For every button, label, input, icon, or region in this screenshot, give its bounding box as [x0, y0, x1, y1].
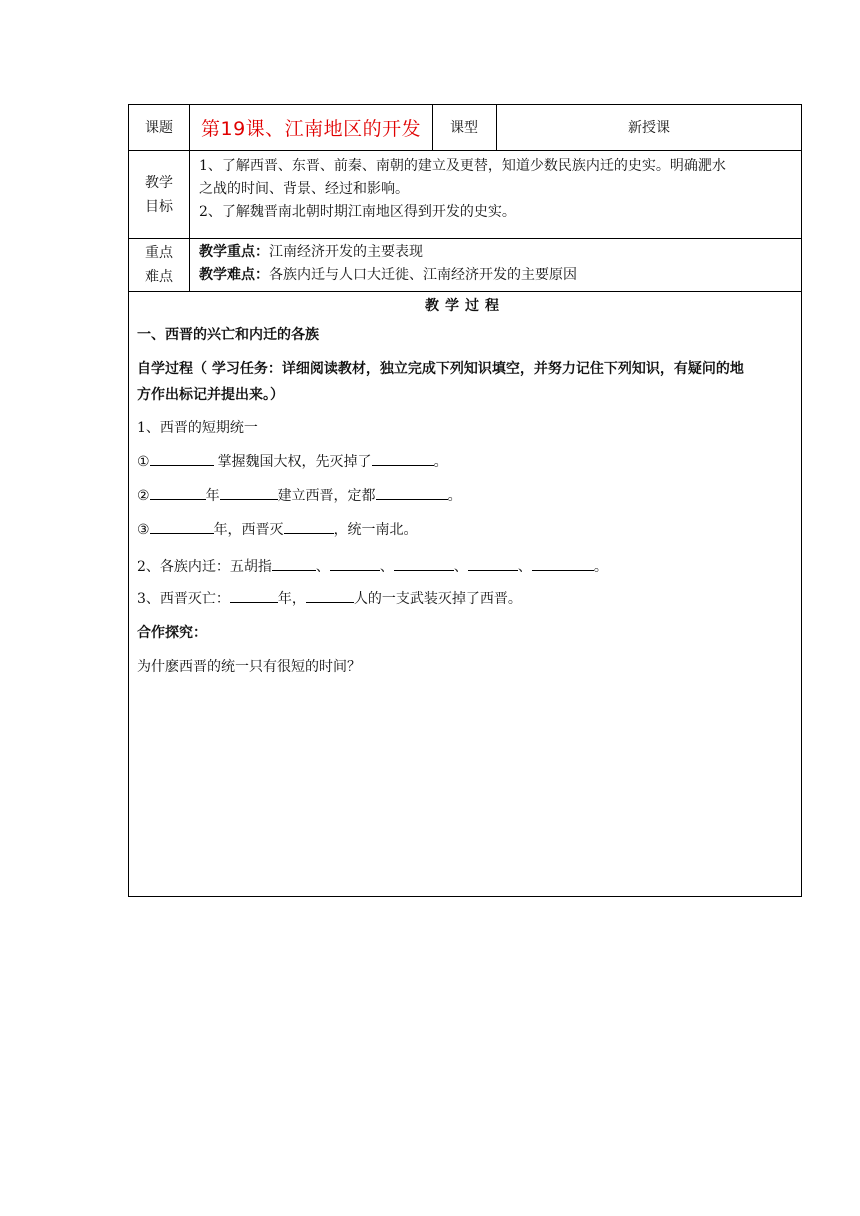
- q1a-marker: ①: [137, 454, 150, 470]
- goals-label-line2: 目标: [145, 199, 173, 215]
- q1a-end: 。: [433, 454, 448, 470]
- goal-item-2: 2、了解魏晋南北朝时期江南地区得到开发的史实。: [199, 204, 516, 220]
- question-1-title: 1、西晋的短期统一: [137, 420, 258, 436]
- type-label: 课型: [450, 120, 478, 136]
- section-heading: 一、西晋的兴亡和内迁的各族: [137, 327, 319, 343]
- difficult-point-label: 教学难点：: [199, 267, 269, 283]
- focus-label-line2: 难点: [145, 269, 173, 285]
- focus-label: [129, 241, 189, 289]
- process-heading: 教学过程: [425, 298, 505, 314]
- q1b-text-2: 建立西晋，定都: [277, 488, 376, 504]
- focus-label-line1: 重点: [145, 245, 173, 261]
- fill-blank[interactable]: [230, 588, 278, 603]
- q1c-end: ，统一南北。: [333, 522, 418, 538]
- q2-text: 2、各族内迁：五胡指: [137, 559, 272, 575]
- fill-blank[interactable]: [306, 588, 354, 603]
- goal-item-1-line1: 1、了解西晋、东晋、前秦、南朝的建立及更替，知道少数民族内迁的史实。明确淝水: [199, 158, 726, 174]
- fill-blank[interactable]: [220, 485, 278, 500]
- separator: 、: [379, 559, 394, 575]
- question-3: [137, 588, 522, 608]
- q1b-text-1: 年: [205, 488, 220, 504]
- key-point: [199, 241, 799, 264]
- fill-blank[interactable]: [284, 519, 334, 534]
- fill-blank[interactable]: [376, 485, 448, 500]
- q2-end: 。: [593, 559, 608, 575]
- divider: [189, 151, 190, 238]
- lesson-plan-table: [128, 104, 802, 897]
- focus-content: [199, 241, 799, 287]
- goals-label-line1: 教学: [145, 175, 173, 191]
- focus-row: [129, 239, 801, 292]
- question-1a: [137, 451, 448, 471]
- fill-blank[interactable]: [532, 556, 594, 571]
- question-1c: [137, 519, 418, 539]
- separator: 、: [453, 559, 468, 575]
- separator: 、: [517, 559, 532, 575]
- cooperation-label: 合作探究：: [137, 625, 207, 641]
- fill-blank[interactable]: [272, 556, 316, 571]
- self-study-line1: 自学过程（ 学习任务：详细阅读教材，独立完成下列知识填空，并努力记住下列知识，有疑问的地: [137, 361, 744, 377]
- fill-blank[interactable]: [330, 556, 380, 571]
- q3-text-2: 人的一支武装灭掉了西晋。: [353, 591, 522, 607]
- q3-text: 3、西晋灭亡：: [137, 591, 230, 607]
- goals-row: [129, 151, 801, 239]
- fill-blank[interactable]: [468, 556, 518, 571]
- cooperation-question: 为什麽西晋的统一只有很短的时间？: [137, 659, 361, 675]
- question-1b: [137, 485, 462, 505]
- divider: [189, 105, 190, 150]
- fill-blank[interactable]: [394, 556, 454, 571]
- difficult-point: [199, 264, 799, 287]
- goal-item-1-line2: 之战的时间、背景、经过和影响。: [199, 181, 409, 197]
- fill-blank[interactable]: [150, 451, 214, 466]
- q1c-text: 年，西晋灭: [213, 522, 284, 538]
- type-value: 新授课: [628, 120, 670, 136]
- separator: 、: [315, 559, 330, 575]
- question-2: [137, 556, 608, 576]
- goals-label: [129, 171, 189, 219]
- difficult-point-text: 各族内迁与人口大迁徙、江南经济开发的主要原因: [269, 267, 577, 283]
- process-section: [129, 292, 801, 896]
- q1b-end: 。: [447, 488, 462, 504]
- lesson-title: 第19课、江南地区的开发: [201, 118, 422, 140]
- goals-content: [199, 155, 799, 224]
- topic-label: 课题: [145, 120, 173, 136]
- fill-blank[interactable]: [372, 451, 434, 466]
- q1c-marker: ③: [137, 522, 150, 538]
- key-point-label: 教学重点：: [199, 244, 269, 260]
- q3-text-1: 年，: [277, 591, 306, 607]
- header-row: [129, 105, 801, 151]
- self-study-line2: 方作出标记并提出来。）: [137, 387, 284, 403]
- key-point-text: 江南经济开发的主要表现: [269, 244, 423, 260]
- q1a-text: 掌握魏国大权，先灭掉了: [217, 454, 372, 470]
- fill-blank[interactable]: [150, 485, 206, 500]
- q1b-marker: ②: [137, 488, 150, 504]
- divider: [189, 239, 190, 291]
- fill-blank[interactable]: [150, 519, 214, 534]
